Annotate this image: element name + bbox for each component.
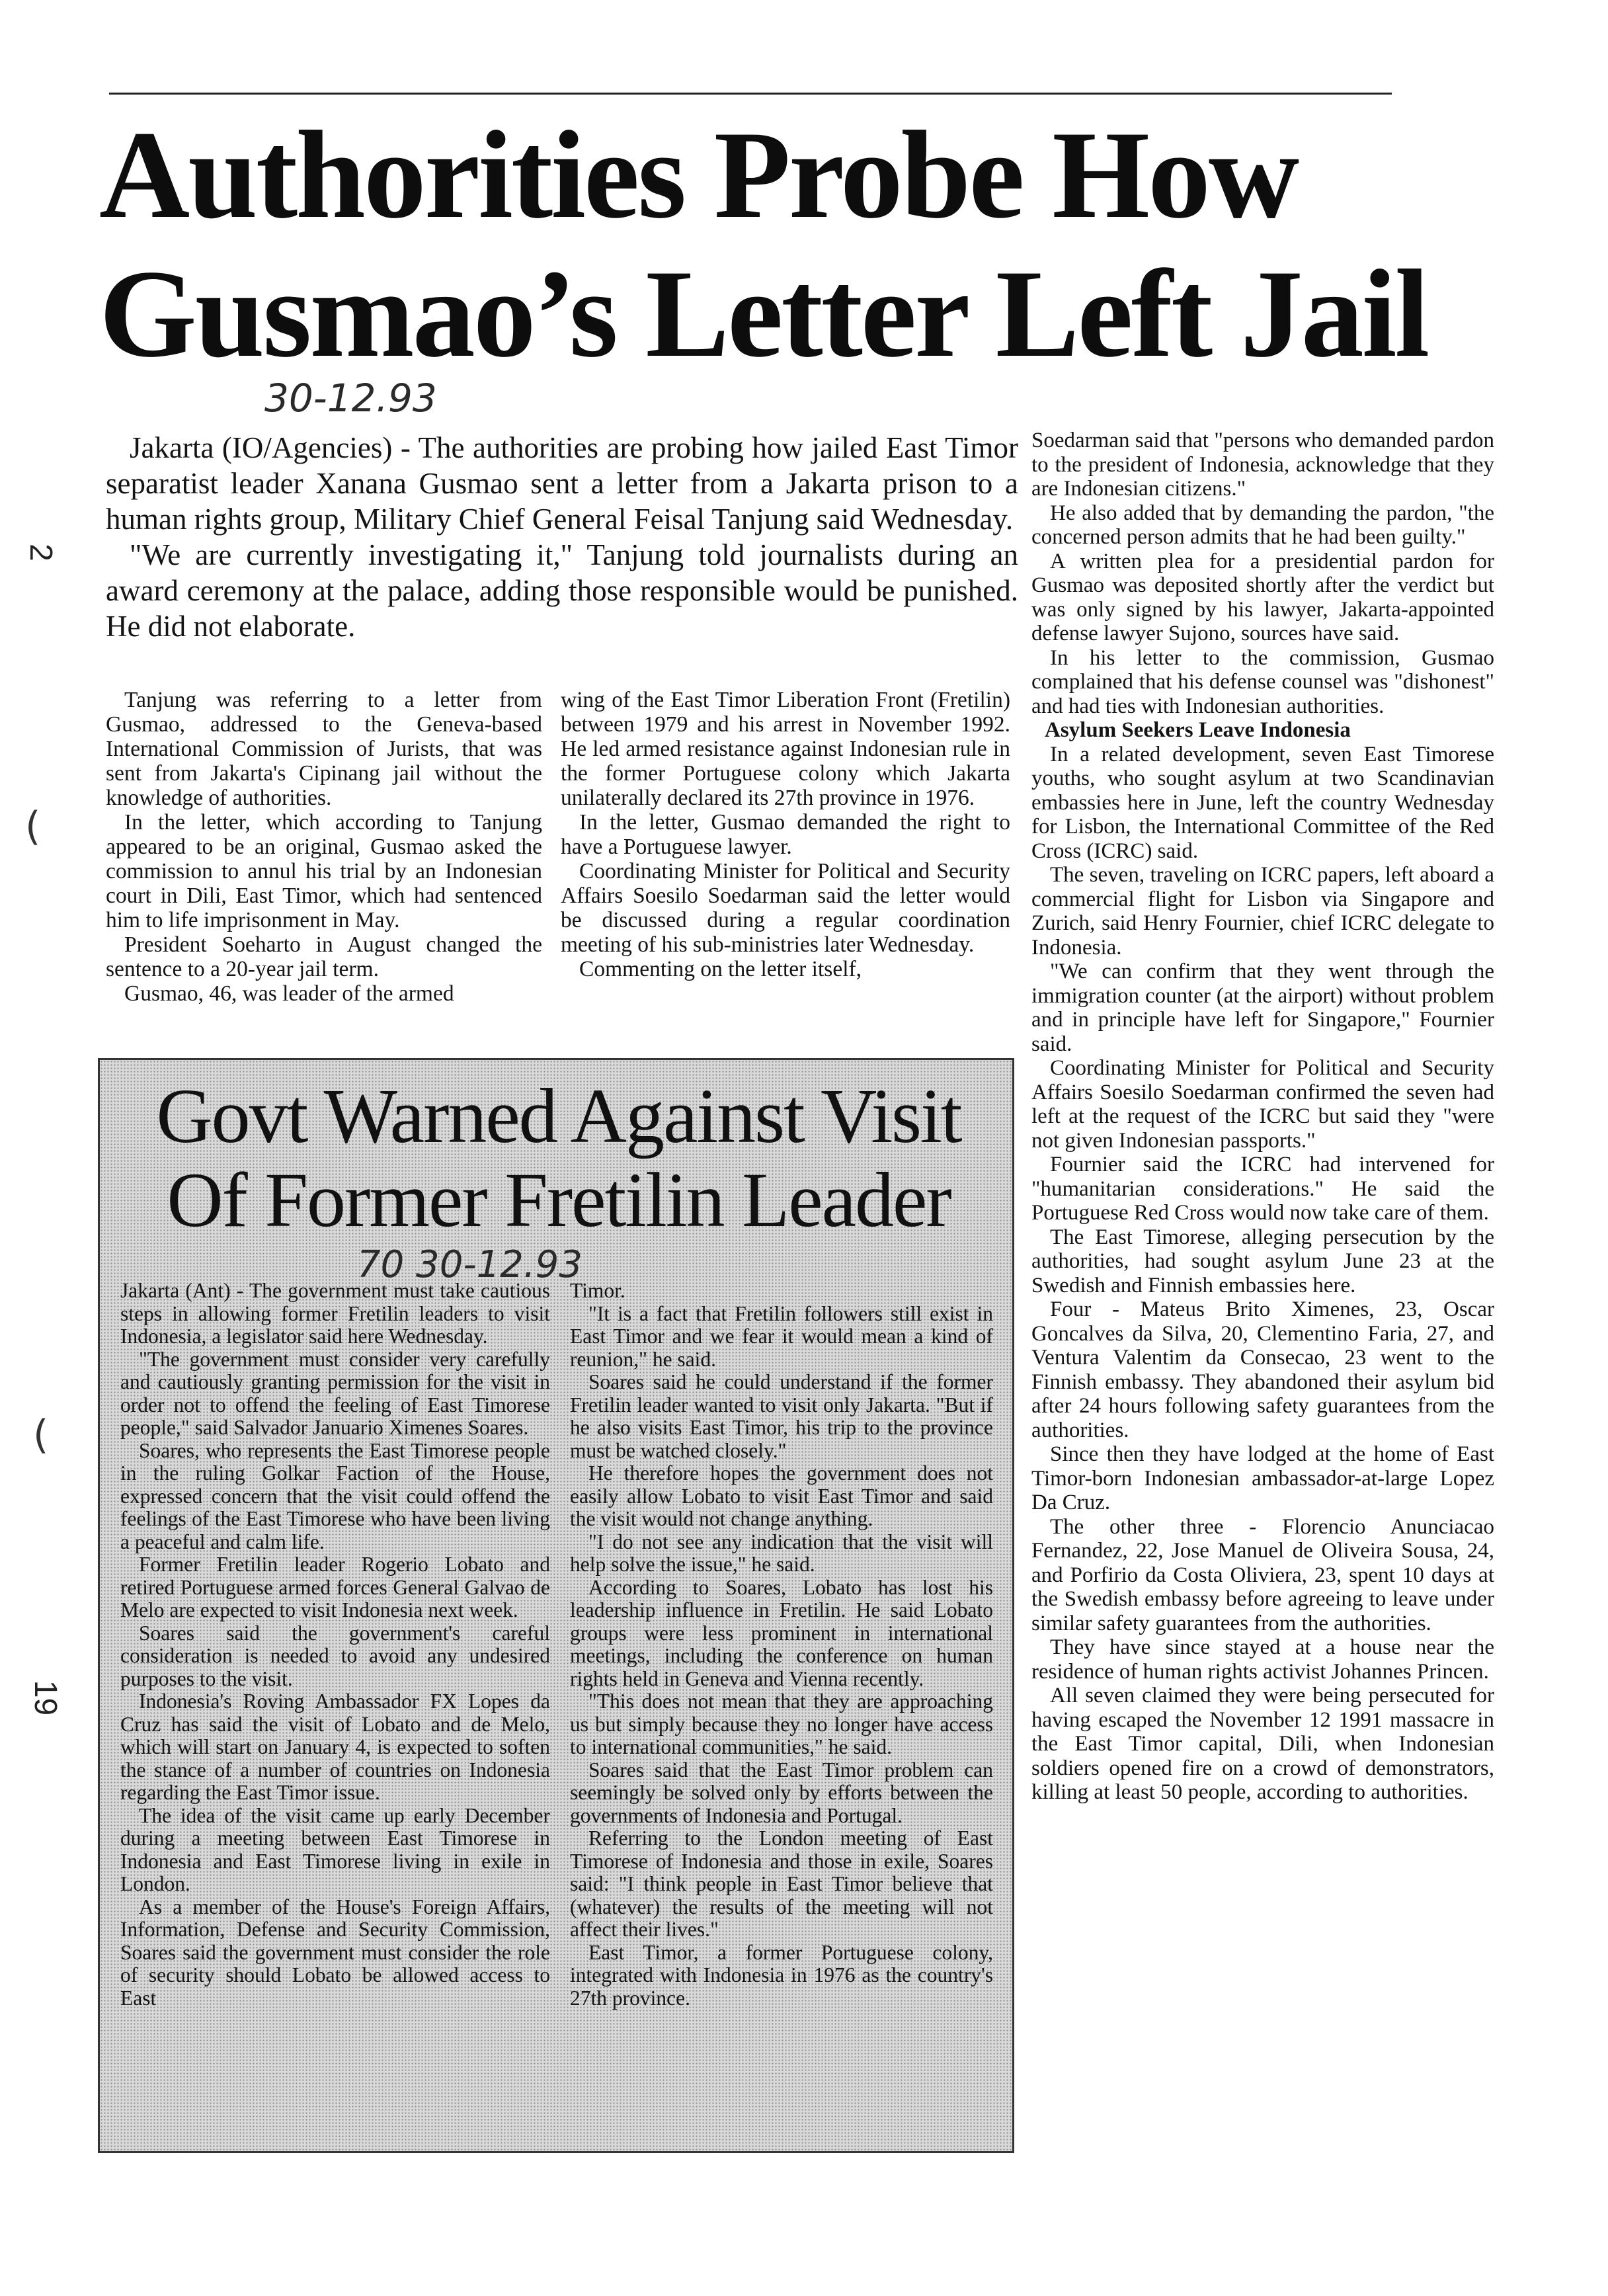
margin-page-number-top: 2	[22, 544, 58, 561]
article-paragraph: "I do not see any indication that the visit will help solve the issue," he said.	[570, 1530, 993, 1576]
margin-mark-2: (	[33, 1412, 49, 1458]
article-paragraph: Gusmao, 46, was leader of the armed	[124, 981, 454, 1006]
article-paragraph: Coordinating Minister for Political and Security Affairs Soesilo Soedarman confirmed the seven had left at the request of the ICRC but said they "were not given Indonesian passports."	[1031, 1056, 1494, 1153]
article-paragraph: They have since stayed at a house near the residence of human rights activist Johannes Princen.	[1031, 1635, 1494, 1684]
article-paragraph: "We can confirm that they went through the immigration counter (at the airport) without problem and in principle have left for Singapore," Fournier said.	[1031, 960, 1494, 1056]
lead-paragraph: "We are currently investigating it," Tanjung told journalists during an award ceremony at the palace, adding those responsible would be punished. He did not elaborate.	[106, 538, 1018, 643]
article-paragraph: Fournier said the ICRC had intervened for "humanitarian considerations." He said the Portuguese Red Cross would now take care of them.	[1031, 1153, 1494, 1225]
article-paragraph: Soedarman said that "persons who demanded pardon to the president of Indonesia, acknowledge that they are Indonesian citizens."	[1031, 429, 1494, 501]
article-paragraph: Timor.	[570, 1279, 625, 1302]
article-paragraph: "The government must consider very carefully and cautiously granting permission for the visit in order not to offend the feeling of East Timorese people," said Salvador Januario Ximenes Soares.	[120, 1347, 550, 1439]
headline-line-2: Gusmao’s Letter Left Jail	[99, 245, 1428, 384]
article-paragraph: Soares said he could understand if the former Fretilin leader wanted to visit only Jakarta. "But if he also visits East Timor, his trip to the province must be watched closely."	[570, 1370, 993, 1462]
main-article-column-2	[561, 688, 1010, 981]
article-paragraph: Tanjung was referring to a letter from Gusmao, addressed to the Geneva-based International Commission of Jurists, that was sent from Jakarta's Cipinang jail without the knowledge of authorities.	[106, 688, 542, 810]
lead-section	[106, 430, 1018, 644]
article-paragraph: Soares said the government's careful consideration is needed to avoid any undesired purposes to the visit.	[120, 1621, 550, 1690]
lead-paragraph: Jakarta (IO/Agencies) - The authorities are probing how jailed East Timor separatist leader Xanana Gusmao sent a letter from a Jakarta prison to a human rights group, Military Chief General Feisal Tanjung said Wednesday.	[106, 431, 1018, 536]
boxed-headline-line-2: Of Former Fretilin Leader	[167, 1157, 951, 1243]
article-paragraph: The other three - Florencio Anunciacao Fernandez, 22, Jose Manuel de Oliveira Sousa, 24, and Porfirio da Costa Oliviera, 23, spent 10 days at the Swedish embassy before agreeing to leave under similar safety guarantees from the authorities.	[1031, 1514, 1494, 1635]
article-paragraph: According to Soares, Lobato has lost his leadership influence in Fretilin. He said Lobato groups were less prominent in international meetings, including the conference on human rights held in Geneva and Vienna recently.	[570, 1575, 993, 1690]
article-paragraph: wing of the East Timor Liberation Front (Fretilin) between 1979 and his arrest in November 1992. He led armed resistance against Indonesian rule in the former Portuguese colony which Jakarta unilaterally declared its 27th province in 1976.	[561, 688, 1010, 810]
article-paragraph: Commenting on the letter itself,	[579, 957, 862, 981]
margin-page-number-bottom: 19	[28, 1680, 63, 1716]
boxed-headline-line-1: Govt Warned Against Visit	[156, 1073, 961, 1159]
margin-mark-1: (	[25, 803, 41, 850]
boxed-article-column-1	[120, 1280, 550, 2010]
article-paragraph: Four - Mateus Brito Ximenes, 23, Oscar Goncalves da Silva, 20, Clementino Faria, 27, and Ventura Valentim da Consecao, 23 went to the Finnish embassy. They abandoned their asylum bid after 24 hours following safety guarantees from the authorities.	[1031, 1297, 1494, 1442]
article-paragraph: Former Fretilin leader Rogerio Lobato and retired Portuguese armed forces General Galvao de Melo are expected to visit Indonesia next week.	[120, 1553, 550, 1621]
article-paragraph: In the letter, Gusmao demanded the right to have a Portuguese lawyer.	[561, 810, 1010, 859]
article-paragraph: Jakarta (Ant) - The government must take cautious steps in allowing former Fretilin leaders to visit Indonesia, a legislator said here Wednesday.	[120, 1279, 550, 1348]
article-paragraph: The seven, traveling on ICRC papers, left aboard a commercial flight for Lisbon via Singapore and Zurich, said Henry Fournier, chief ICRC delegate to Indonesia.	[1031, 863, 1494, 960]
article-paragraph: Soares, who represents the East Timorese people in the ruling Golkar Faction of the House, expressed concern that the visit could offend the feelings of the East Timorese who have been living a peaceful and calm life.	[120, 1438, 550, 1553]
asylum-subhead: Asylum Seekers Leave Indonesia	[1045, 718, 1351, 742]
article-paragraph: East Timor, a former Portuguese colony, integrated with Indonesia in 1976 as the country's 27th province.	[570, 1940, 993, 2010]
article-paragraph: All seven claimed they were being persecuted for having escaped the November 12 1991 massacre in the East Timor capital, Dili, when Indonesian soldiers opened fire on a crowd of demonstrators, killing at least 50 people, according to authorities.	[1031, 1684, 1494, 1804]
article-paragraph: As a member of the House's Foreign Affairs, Information, Defense and Security Commission, Soares said the government must consider the role of security should Lobato be allowed access to East	[120, 1895, 550, 2010]
article-paragraph: In his letter to the commission, Gusmao complained that his defense counsel was "dishonest" and had ties with Indonesian authorities.	[1031, 645, 1494, 718]
article-paragraph: In the letter, which according to Tanjung appeared to be an original, Gusmao asked the commission to annul his trial by an Indonesian court in Dili, East Timor, which had sentenced him to life imprisonment in May.	[106, 810, 542, 932]
boxed-handwritten-date: 70 30-12.93	[357, 1243, 583, 1286]
article-paragraph: The idea of the visit came up early December during a meeting between East Timorese in Indonesia and East Timorese living in exile in London.	[120, 1803, 550, 1895]
handwritten-date: 30-12.93	[264, 376, 437, 421]
top-rule	[109, 93, 1392, 95]
main-article-column-3	[1031, 429, 1494, 1805]
article-paragraph: A written plea for a presidential pardon for Gusmao was deposited shortly after the verdict but was only signed by his lawyer, Jakarta-appointed defense lawyer Sujono, sources have said.	[1031, 549, 1494, 645]
article-paragraph: "This does not mean that they are approaching us but simply because they no longer have access to international communities," he said.	[570, 1690, 993, 1758]
main-article-column-1	[106, 688, 542, 1006]
article-paragraph: Indonesia's Roving Ambassador FX Lopes da Cruz has said the visit of Lobato and de Melo, which will start on January 4, is expected to soften the stance of a number of countries on Indonesia regarding the East Timor issue.	[120, 1690, 550, 1804]
article-paragraph: Since then they have lodged at the home of East Timor-born Indonesian ambassador-at-large Lopez Da Cruz.	[1031, 1442, 1494, 1514]
headline-line-1: Authorities Probe How	[99, 106, 1298, 245]
article-paragraph: He also added that by demanding the pardon, "the concerned person admits that he had been guilty."	[1031, 501, 1494, 549]
article-paragraph: Referring to the London meeting of East Timorese of Indonesia and those in exile, Soares said: "I think people in East Timor believe that (whatever) the results of the meeting will not affect their lives."	[570, 1826, 993, 1941]
article-paragraph: Soares said that the East Timor problem can seemingly be solved only by efforts between the governments of Indonesia and Portugal.	[570, 1758, 993, 1827]
article-paragraph: In a related development, seven East Timorese youths, who sought asylum at two Scandinavian embassies here in June, left the country Wednesday for Lisbon, the International Committee of the Red Cross (ICRC) said.	[1031, 742, 1494, 863]
article-paragraph: The East Timorese, alleging persecution by the authorities, had sought asylum June 23 at the Swedish and Finnish embassies here.	[1031, 1225, 1494, 1297]
article-paragraph: "It is a fact that Fretilin followers still exist in East Timor and we fear it would mean a kind of reunion," he said.	[570, 1301, 993, 1371]
article-paragraph: Coordinating Minister for Political and Security Affairs Soesilo Soedarman said the letter would be discussed during a regular coordination meeting of his sub-ministries later Wednesday.	[561, 859, 1010, 957]
article-paragraph: President Soeharto in August changed the sentence to a 20-year jail term.	[106, 932, 542, 981]
boxed-article-column-2	[570, 1280, 993, 2010]
article-paragraph: He therefore hopes the government does not easily allow Lobato to visit East Timor and said the visit would not change anything.	[570, 1461, 993, 1530]
